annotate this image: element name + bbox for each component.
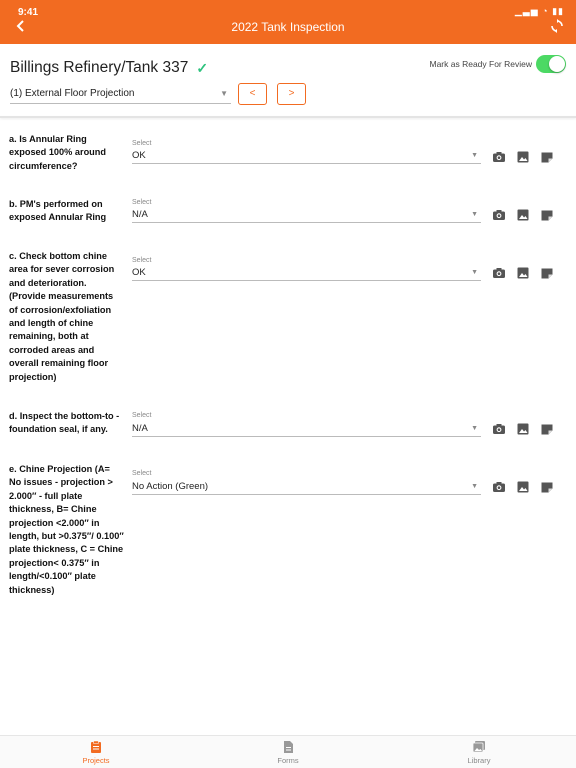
app-header [0,0,576,44]
tab-bar [0,735,576,768]
checkmark-icon: ✓ [196,59,209,76]
image-icon[interactable] [516,422,530,436]
camera-icon[interactable] [492,480,506,494]
tab-projects[interactable] [56,740,136,765]
answer-value: OK [132,150,146,161]
answer-select[interactable] [132,481,481,495]
select-label: Select [132,140,152,147]
note-icon[interactable] [540,422,554,436]
clipboard-icon [89,740,103,754]
divider [0,116,576,118]
image-icon[interactable] [516,480,530,494]
image-icon[interactable] [516,266,530,280]
header-title: 2022 Tank Inspection [231,20,345,34]
tab-library[interactable] [439,740,519,765]
answer-value: OK [132,267,146,278]
caret-down-icon: ▼ [471,152,478,159]
select-label: Select [132,470,152,477]
answer-value: N/A [132,423,148,434]
status-icons: ▁▃▅ ◔ ▮▮ [514,6,564,16]
caret-down-icon: ▼ [471,211,478,218]
image-icon[interactable] [516,208,530,222]
question-text: c. Check bottom chine area for sever corrosion and deterioration. (Provide measurements of corrosion/exfoliation and length of chine remaining, both at corroded areas and overall remaining floor projection) [9,251,115,382]
section-select[interactable] [10,84,231,104]
note-icon[interactable] [540,480,554,494]
question-text: b. PM's performed on exposed Annular Ring [9,199,107,223]
tab-forms[interactable] [248,740,328,765]
question-text: d. Inspect the bottom-to -foundation seal, if any. [9,411,120,435]
note-icon[interactable] [540,208,554,222]
section-select-value: (1) External Floor Projection [10,88,135,99]
caret-down-icon: ▼ [471,425,478,432]
caret-down-icon: ▼ [471,269,478,276]
answer-select[interactable] [132,150,481,164]
document-icon [281,740,295,754]
caret-down-icon: ▼ [471,483,478,490]
question-text: e. Chine Projection (A= No issues - projection > 2.000″ - full plate thickness, B= Chine projection <2.000″ in length, but >0.375″/ 0.100″ plate thickness, C = Chine projection< 0.375″ in length/<0.100″ plate thickness) [9,464,124,595]
note-icon[interactable] [540,266,554,280]
select-label: Select [132,412,152,419]
caret-down-icon: ▼ [220,89,228,98]
camera-icon[interactable] [492,150,506,164]
camera-icon[interactable] [492,208,506,222]
select-label: Select [132,199,152,206]
tab-label: Projects [82,756,110,765]
tank-title: Billings Refinery/Tank 337 [10,59,189,76]
camera-icon[interactable] [492,266,506,280]
question-text: a. Is Annular Ring exposed 100% around circumference? [9,134,107,171]
camera-icon[interactable] [492,422,506,436]
ready-for-review-label: Mark as Ready For Review [429,59,532,69]
tab-label: Library [467,756,491,765]
ready-for-review-toggle[interactable] [536,55,566,73]
tank-title-row [10,58,208,78]
answer-select[interactable] [132,423,481,437]
previous-section-button[interactable]: < [238,83,267,105]
toggle-knob [549,56,565,72]
sync-button[interactable] [548,18,566,38]
answer-select[interactable] [132,209,481,223]
answer-select[interactable] [132,267,481,281]
gallery-icon [472,740,486,754]
answer-value: No Action (Green) [132,481,209,492]
sync-icon [550,18,564,34]
tab-label: Forms [277,756,299,765]
image-icon[interactable] [516,150,530,164]
select-label: Select [132,257,152,264]
answer-value: N/A [132,209,148,220]
next-section-button[interactable]: > [277,83,306,105]
status-time: 9:41 [18,7,39,18]
note-icon[interactable] [540,150,554,164]
